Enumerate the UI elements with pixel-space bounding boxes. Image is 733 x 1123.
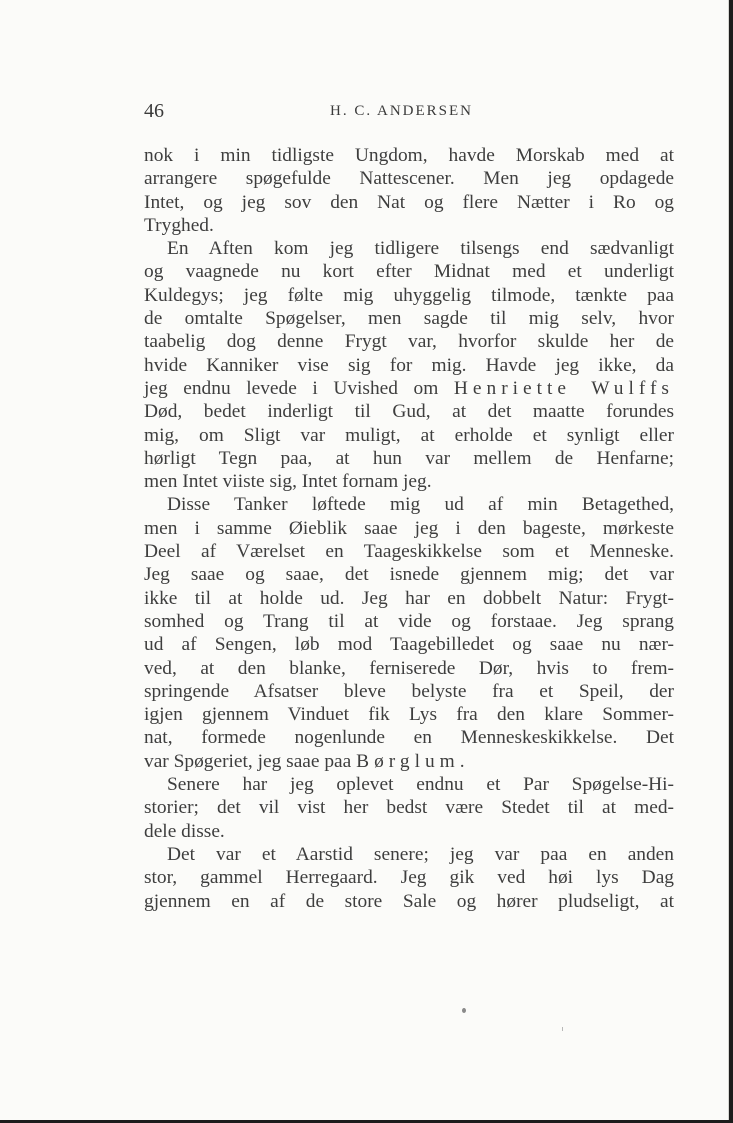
text-line: Intet, og jeg sov den Nat og flere Nætter i Ro og [144,191,674,213]
text-line: stor, gammel Herregaard. Jeg gik ved høi lys Dag [144,867,674,889]
text-line: ved, at den blanke, ferniserede Dør, hvis to frem- [144,657,674,679]
text-line: Deel af Værelset en Taageskikkelse som et Menneske. [144,541,674,563]
page-number: 46 [144,100,164,122]
text-line: de omtalte Spøgelser, men sagde til mig selv, hvor [144,308,674,330]
text-line [144,377,674,400]
text-line: Disse Tanker løftede mig ud af min Betagethed, [167,494,674,516]
text-line: Senere har jeg oplevet endnu et Par Spøgelse-Hi- [167,774,674,796]
text-line: og vaagnede nu kort efter Midnat med et underligt [144,261,674,283]
text-line: ud af Sengen, løb mod Taagebilledet og saae nu nær- [144,634,674,656]
text-line: igjen gjennem Vinduet fik Lys fra den klare Sommer- [144,704,674,726]
text-line: hvide Kanniker vise sig for mig. Havde jeg ikke, da [144,354,674,376]
text-line: Det var et Aarstid senere; jeg var paa en anden [167,843,674,865]
page-header [144,100,674,126]
text-line: En Aften kom jeg tidligere tilsengs end sædvanligt [167,238,674,260]
text-line: Jeg saae og saae, det isnede gjennem mig; det var [144,564,674,586]
text-segment: var Spøgeriet, jeg saae paa [144,750,352,772]
text-line: nat, formede nogenlunde en Menneskeskikkelse. Det [144,727,674,749]
text-line: men i samme Øieblik saae jeg i den bageste, mørkeste [144,517,674,539]
text-line: gjennem en af de store Sale og hører pludseligt, at [144,890,674,912]
text-line: Kuldegys; jeg følte mig uhyggelig tilmode, tænkte paa [144,284,674,306]
text-line: ikke til at holde ud. Jeg har en dobbelt Natur: Frygt- [144,587,674,609]
text-line: Tryghed. [144,214,214,236]
text-line: dele disse. [144,820,225,842]
text-line: hørligt Tegn paa, at hun var mellem de Henfarne; [144,447,674,469]
spaced-name: Henriette Wulffs [453,377,674,399]
text-line: somhed og Trang til at vide og forstaae. Jeg sprang [144,610,674,632]
paper-mark [562,1027,563,1031]
text-line: nok i min tidligste Ungdom, havde Morskab med at [144,145,674,166]
ink-speck [462,1008,466,1013]
text-line: Død, bedet inderligt til Gud, at det maatte forundes [144,401,674,423]
spaced-name: Børglum. [356,750,470,772]
text-line: men Intet viiste sig, Intet fornam jeg. [144,471,432,493]
text-line: storier; det vil vist her bedst være Stedet til at med- [144,797,674,819]
text-line [144,750,674,773]
text-segment: jeg endnu levede i Uvished om [144,377,439,399]
text-line: arrangere spøgefulde Nattescener. Men jeg opdagede [144,168,674,190]
text-line: springende Afsatser bleve belyste fra et Speil, der [144,680,674,702]
body-text [144,144,674,913]
text-line: taabelig dog denne Frygt var, hvorfor skulde her de [144,331,674,353]
running-head: H. C. ANDERSEN [330,103,474,119]
text-line: mig, om Sligt var muligt, at erholde et synligt eller [144,424,674,446]
